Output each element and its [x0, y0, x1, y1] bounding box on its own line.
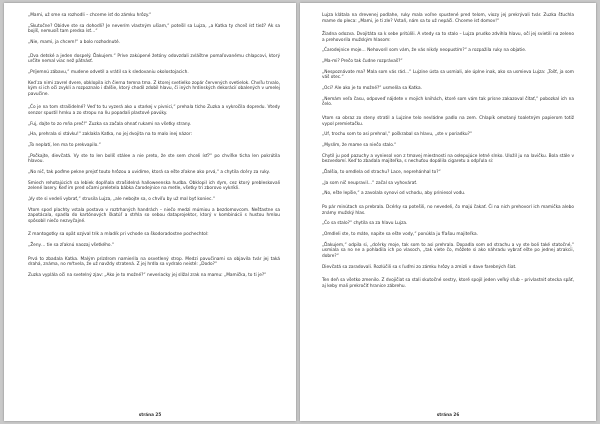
paragraph: „Ma-mi? Prečo tak čudne rozprávaš?“ — [322, 59, 403, 65]
paragraph: „Oci? Ale ako je to možné?“ usmelila sa Katka. — [322, 86, 422, 92]
left-page — [4, 3, 296, 421]
paragraph: „Skutočne? Obidve ste sa dohodli? Je neverím vlastným ušiam,“ potešil sa Lujza, „a Katka ty chceš ísť tiež? Ak sa bojíš, nemusíš tam predsa ísť…“ — [28, 23, 280, 35]
left-page-text — [28, 13, 280, 278]
paragraph: „Príjemnú zábavu,“ mudene odvetil a vrátil sa k sledovaniu okolostojacich. — [28, 69, 189, 75]
paragraph: Dievčatá sa zaradovali. Rozlúčili sa s ľuďmi zo zámku hrôzy a zmizli v dave farebných šiat. — [322, 264, 517, 270]
paragraph: Z mantogotky sa opät ozýval trik a mladík pri vchode sa škodoradostne pochechtol: — [28, 232, 209, 238]
paragraph: „Omdleli ste, to máte, napite sa ešte vody,“ ponúkla ju fľašou majiteľka. — [322, 232, 478, 238]
paragraph: Smiech rehotajúcich sa lebiek doplňala strašidelná halloweenska hudba. Obklopil ich dym, cez ktorý prebleskovali zelené lasery. Keď im pred očami preletela bábka čarodejnice na metle, všetky tri zborovo vykríkli. — [28, 180, 280, 192]
paragraph: Žiadna odozva. Dvojitáta sa k sebe pritúlili. A vtedy sa to stalo – Lujza prudko zdvihla hlavu, očí jej svietili na zeleno a prehovorila mužským hlasom: — [322, 32, 574, 43]
right-page-text — [322, 13, 574, 289]
paragraph: „Ja som nič neupravil…“ začal sa vyhovárať. — [322, 180, 418, 186]
paragraph: „Ďalšia, to omdlela od strachu? Lace, neprehánhal to?“ — [322, 169, 441, 175]
paragraph: „Nie, mami, ja chcem!“ a bolo rozhodnuté. — [28, 40, 121, 46]
right-page-number: strána 26 — [436, 412, 460, 417]
paragraph: Chytil ju pod pazuchy a vyniesol von z tmavej miestnosti na osłepujúce letné slnko. Uložil ju na lavičku. Bola stále v bezvedomí. Keď to zbadala majiteľka, s nechuťou dopálila cigaretu a odpľula si: — [322, 153, 574, 165]
paragraph: „To neplatí, len ma to prekvapilo.“ — [28, 142, 101, 148]
paragraph: „Čarodejnice moje… Nehovoril som vám, že vás nikdy neopustím?“ a rozpažila ruky na objatie. — [322, 48, 527, 54]
paragraph: „Dva detské a jeden dospelý. Ďakujem.“ Príve zakúpené žetóny odovzdali zvláštne pomaľovanému chlapcovi, ktorý určite nemal viac než pätnásť. — [28, 53, 280, 65]
paragraph: Vtom sa obraz zo steny stratil a Lujzine telo nevládne padlo na zem. Chlapík omotaný toaletným papierom totiž vypol premietačku. — [322, 115, 574, 127]
paragraph: „Ďakujem,“ odpila si, „dcérky moje, tak som to asi prehrala. Dopadla som od strachu a vy ste boli také statočné,“ usmiala sa no ne a pohladila ich po vlasoch, „tak viete čo, môžete si ako náhradu vybrať ešte po jednej atrakcii, dobre?“ — [322, 242, 574, 259]
paragraph: „Ženy… tie sa zľaknú naozaj všetkého.“ — [28, 243, 115, 249]
paragraph: Po pár minútach sa prebrala. Dcérky sa potešili, no nevedeli, čo majú čakať. Či na nich prehovorí ich mamička alebo známy mužský hlas. — [322, 205, 574, 216]
left-page-number: strána 25 — [138, 412, 162, 417]
paragraph: Lujza klátala na drevenej podlahe, ruky mala voľne spustené pred telom, viozy jej prekrývali tvár. Zuzka šťuchla mame do pleca: „Mami, je ti zle? Vstaň, nám sa to už nepáči. Chceme ísť domov!“ — [322, 13, 574, 24]
paragraph: „Uf, trochu som to asi prehnal,“ poškrabal sa hlavu, „ste v poriadku?“ — [322, 132, 473, 138]
paragraph: „Nemám veľa času, odpoveď nájdete v mojich knihách, ktoré som vám tak prísne zakazoval čítať,“ pobozkal ich na čelo. — [322, 96, 574, 108]
paragraph: „Ha, prehrala si stávku!“ zaklakla Katka, no jej dvojita na to malo inej názor: — [28, 132, 193, 138]
paragraph: „Myslím, že mame sa niečo stalo.“ — [322, 142, 397, 148]
right-page — [300, 3, 596, 421]
book-spread — [4, 3, 596, 421]
paragraph: „Fuj, dajte to zo mňa preč!“ Zuzka sa začala ohnať rukami na všetky strany. — [28, 121, 191, 127]
paragraph: „Vy ste si vedeli vybrať,“ strusila Lujza, „ale nebojte sa, o chvíľu by už mal byť koniec.“ — [28, 197, 215, 202]
paragraph: „Nespoznávate ma? Mala som vás rád…“ Lujzine ústa sa usmiali, ale úplne inak, ako sa usmieva Lujza: „Tošť, ja som váš otec.“ — [322, 69, 574, 81]
paragraph: Prvá to zbadala Katka. Malým prizdrom namierila na osvetlený strop. Medzi pavučinami sa objavila tvár jej taká drahá, známa, no mŕtvela, že už navždy stratená. Z jej hrdla sa vydralo neisté: „Dodo?“ — [28, 256, 280, 268]
paragraph: Keď za nimi zavrel dvere, obklopila ich čierna temna tma. Z ktorej svetielko zopár červených svetielok. Chvíľu trvalo, kým si ich oči zvykli a rozpoznalo i ďalšie, ktorý chodil zdobil hlavu, či iných hrdinských dekorácií obalených v umelej pavučine. — [28, 80, 280, 97]
paragraph: „No nič, tak poďme pekne prejsť touto hrôzou a uvidíme, ktorá sa ešte zľakne ako prvá,“ a chytila dcéry za ruky. — [28, 169, 270, 175]
paragraph: „Čo sa stalo?“ chytila sa za hlavu Lujza. — [322, 221, 408, 227]
paragraph: Vtom spod plachty vstala postava v roztrhaných handrách – niečo medzi múmiou a bezdomovcom. Nešťastne sa zapotácala, spadla do kartónových škatúľ a strhla so sebou dataprojektor, ktorý v kombinácii s hustou hmlou spôsobil niečo nezvyčajné. — [28, 207, 280, 224]
paragraph: „Mami, už sme sa rozhodli – chceme ísť do zámku hrôzy.“ — [28, 13, 152, 18]
paragraph: „Počkajte, dievčatá. Vy ste to len bolíš stálee a nie preto, že ste sem chceli ísť?“ po chvíľke ticha len pokrútila hlavou. — [28, 153, 280, 165]
paragraph: „No, ešte lepšie,“ a zavolala synovi od vchodu, aby priniesol vodu. — [322, 191, 466, 197]
paragraph: „Čo je na tom strašidelné? Veď to tu vyzerá ako u starkej v pivnici,“ prehala tícho Zuzka a vykročila dopredu. Vtedy senzor spustil hrnku a zo stropu na ňu popadali plastové pavúky. — [28, 105, 280, 116]
paragraph: Zuzka vyplála oči na svetelný zjav: „Ako je to možné?“ neveriacky jej slížal zrak na mamu: „Mamička, to ti je?“ — [28, 272, 267, 278]
paragraph: Ten deň sa všetko zmenilo. Z dvojičiat sa stali skutočné sestry, ktoré spojil jeden veľký sľub – privlastniť otecka späť, aj keby mali prekročiť hranice zábrehu. — [322, 278, 574, 289]
